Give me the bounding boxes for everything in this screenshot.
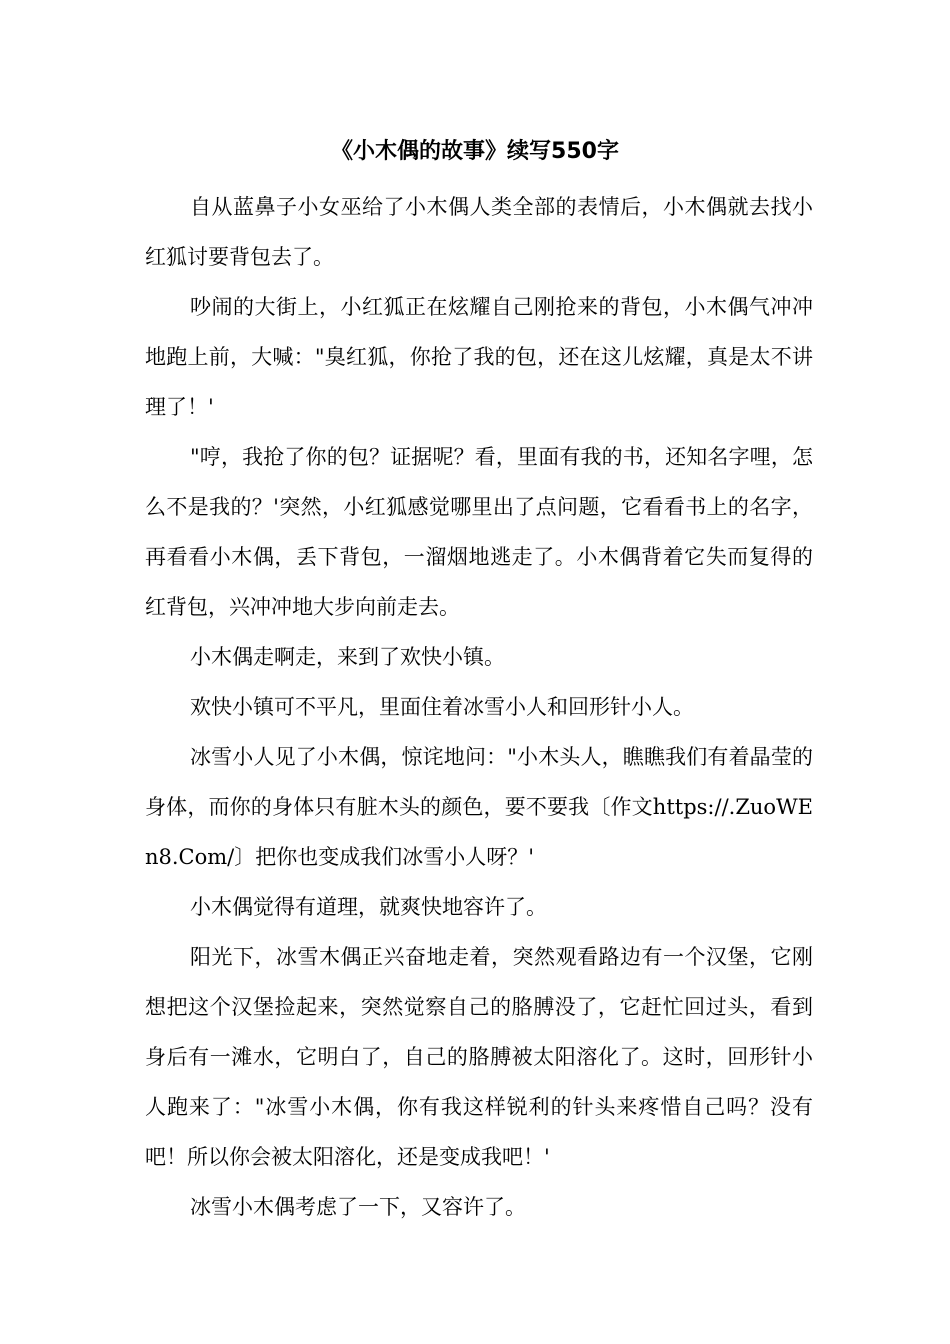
paragraph: 自从蓝鼻子小女巫给了小木偶人类全部的表情后，小木偶就去找小红狐讨要背包去了。 (145, 195, 813, 269)
paragraph: 小木偶走啊走，来到了欢快小镇。 (190, 645, 505, 669)
paragraph: 阳光下，冰雪木偶正兴奋地走着，突然观看路边有一个汉堡，它刚想把这个汉堡捡起来，突然觉察自己的胳膊没了，它赶忙回过头，看到身后有一滩水，它明白了，自己的胳膊被太阳溶化了。这时，回形针小人跑来了："冰雪小木偶，你有我这样锐利的针头来疼惜自己吗？没有吧！所以你会被太阳溶化，还是变成我吧！' (145, 945, 813, 1169)
document-title: 《小木偶的故事》续写550字 (331, 139, 619, 164)
paragraph: 小木偶觉得有道理，就爽快地容许了。 (190, 895, 547, 919)
paragraph: 欢快小镇可不平凡，里面住着冰雪小人和回形针小人。 (190, 695, 694, 719)
paragraph: 冰雪小人见了小木偶，惊诧地问："小木头人，瞧瞧我们有着晶莹的身体，而你的身体只有脏木头的颜色，要不要我〔作文https://.ZuoWEn8.Com/〕把你也变成我们冰雪小人呀？' (145, 745, 813, 869)
paragraph: 吵闹的大街上，小红狐正在炫耀自己刚抢来的背包，小木偶气冲冲地跑上前，大喊："臭红狐，你抢了我的包，还在这儿炫耀，真是太不讲理了！' (145, 295, 813, 419)
paragraph: "哼，我抢了你的包？证据呢？看，里面有我的书，还知名字哩，怎么不是我的？'突然，小红狐感觉哪里出了点问题，它看看书上的名字，再看看小木偶，丢下背包，一溜烟地逃走了。小木偶背着它失而复得的红背包，兴冲冲地大步向前走去。 (145, 445, 813, 619)
document-body (145, 182, 813, 1232)
paragraph: 冰雪小木偶考虑了一下，又容许了。 (190, 1195, 526, 1219)
